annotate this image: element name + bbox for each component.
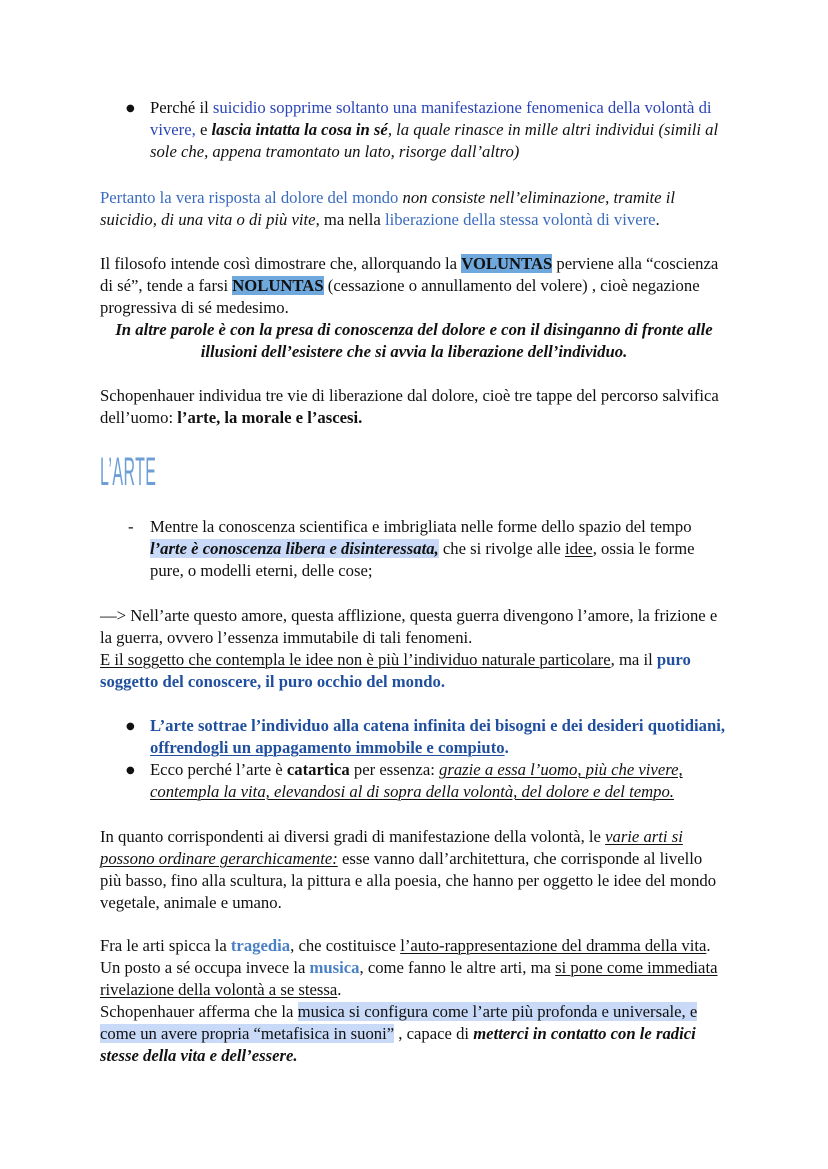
paragraph-essenza bbox=[100, 605, 717, 693]
paragraph-gerarchia bbox=[100, 826, 716, 914]
text-run: vegetale, animale e umano. bbox=[100, 893, 282, 912]
italic-underlined-text: contempla la vita, elevandosi al di sopra della volontà, del dolore e del tempo. bbox=[150, 782, 674, 801]
text-line bbox=[150, 538, 694, 560]
text-run: In quanto corrispondenti ai diversi gradi di manifestazione della volontà, le bbox=[100, 827, 606, 846]
text-run: Il filosofo intende così dimostrare che, allorquando la bbox=[100, 254, 462, 273]
italic-underlined-text: varie arti si bbox=[605, 827, 683, 846]
text-line bbox=[100, 385, 719, 407]
bold-blue-text: musica bbox=[309, 958, 360, 977]
bold-text: l’arte, la morale e l’ascesi. bbox=[177, 408, 363, 427]
text-line bbox=[150, 781, 725, 803]
italic-text: non consiste nell’eliminazione, tramite il bbox=[402, 188, 675, 207]
text-line bbox=[100, 870, 716, 892]
italic-underlined-text: possono ordinare gerarchicamente: bbox=[100, 849, 338, 868]
text-line bbox=[100, 407, 719, 429]
text-run: che si rivolge alle bbox=[438, 539, 565, 558]
bold-italic-text: metterci in contatto con le radici bbox=[473, 1024, 696, 1043]
text-line bbox=[100, 892, 716, 914]
blue-text: liberazione della stessa volontà di vivere bbox=[384, 210, 656, 229]
text-line bbox=[100, 627, 717, 649]
text-line bbox=[150, 141, 718, 163]
text-line bbox=[100, 826, 716, 848]
highlight-noluntas: NOLUNTAS bbox=[232, 276, 324, 295]
highlight-musica: musica si configura come l’arte più profonda e universale, e bbox=[297, 1002, 698, 1021]
text-line bbox=[150, 560, 694, 582]
text-run: Schopenhauer afferma che la bbox=[100, 1002, 298, 1021]
text-run: per essenza: bbox=[349, 760, 440, 779]
text-run: dell’uomo: bbox=[100, 408, 178, 427]
text-run: la guerra, ovvero l’essenza immutabile di tali fenomeni. bbox=[100, 628, 473, 647]
text-run: Fra le arti spicca la bbox=[100, 936, 231, 955]
text-run: , capace di bbox=[394, 1024, 474, 1043]
text-line bbox=[100, 319, 728, 341]
text-line bbox=[150, 715, 725, 737]
underlined-text: E il soggetto che contempla le idee non è più l’individuo naturale particolare bbox=[100, 650, 611, 669]
text-run: . bbox=[706, 936, 711, 955]
text-line bbox=[100, 935, 717, 957]
bold-blue-underlined-text: offrendogli un appagamento immobile e compiuto bbox=[150, 738, 505, 757]
text-line bbox=[150, 97, 718, 119]
dash-marker: - bbox=[128, 517, 134, 536]
highlight-voluntas: VOLUNTAS bbox=[461, 254, 553, 273]
text-run: più basso, fino alla scultura, la pittura e alla poesia, che hanno per oggetto le idee del mondo bbox=[100, 871, 717, 890]
italic-text: suicidio, di una vita o di più vite bbox=[100, 210, 316, 229]
text-line bbox=[100, 649, 717, 671]
text-run: , ma il bbox=[610, 650, 657, 669]
blue-text: vivere, bbox=[150, 120, 196, 139]
text-run: di sé”, tende a farsi bbox=[100, 276, 233, 295]
text-run: , come fanno le altre arti, ma bbox=[359, 958, 556, 977]
dash-item-conoscenza bbox=[128, 516, 695, 582]
text-line bbox=[100, 1023, 717, 1045]
section-heading-arte bbox=[100, 449, 241, 495]
paragraph-risposta bbox=[100, 187, 675, 231]
bold-italic-text: In altre parole è con la presa di conoscenza del dolore e con il disinganno di fronte alle bbox=[115, 320, 713, 339]
text-line bbox=[100, 957, 717, 979]
text-run: Perché il bbox=[150, 98, 213, 117]
text-line bbox=[100, 275, 718, 297]
bullet-item-catartica bbox=[126, 759, 725, 803]
text-line bbox=[100, 605, 717, 627]
text-run: Schopenhauer individua tre vie di liberazione dal dolore, cioè tre tappe del percorso salvifica bbox=[100, 386, 719, 405]
text-run: , ossia le forme bbox=[592, 539, 695, 558]
text-line bbox=[100, 209, 675, 231]
text-line bbox=[100, 848, 716, 870]
text-run: progressiva di sé medesimo. bbox=[100, 298, 289, 317]
bullet-list-arte bbox=[126, 715, 725, 803]
heading-text: L’ARTE bbox=[100, 450, 157, 494]
text-run: , ma nella bbox=[315, 210, 385, 229]
text-line bbox=[100, 187, 675, 209]
highlight-metafisica: come un avere propria “metafisica in suoni” bbox=[100, 1024, 395, 1043]
text-run: . bbox=[655, 210, 660, 229]
text-run: e bbox=[195, 120, 212, 139]
text-run: Ecco perché l’arte è bbox=[150, 760, 287, 779]
bullet-item-suicidio bbox=[126, 97, 719, 163]
italic-text: , la quale rinasce in mille altri individui (simili al bbox=[387, 120, 719, 139]
paragraph-tragedia-musica bbox=[100, 935, 717, 1067]
bold-text: catartica bbox=[286, 760, 350, 779]
text-run: Mentre la conoscenza scientifica e imbrigliata nelle forme dello spazio del tempo bbox=[150, 517, 692, 536]
text-run: perviene alla “coscienza bbox=[552, 254, 719, 273]
bullet-marker: ● bbox=[126, 765, 135, 776]
text-run: (cessazione o annullamento del volere) , cioè negazione bbox=[323, 276, 700, 295]
bold-italic-text: illusioni dell’esistere che si avvia la liberazione dell’individuo. bbox=[200, 342, 628, 361]
underlined-text: si pone come immediata bbox=[555, 958, 718, 977]
bold-blue-text: puro bbox=[656, 650, 691, 669]
text-run: Un posto a sé occupa invece la bbox=[100, 958, 310, 977]
bold-blue-text: . bbox=[504, 738, 509, 757]
text-line bbox=[100, 1045, 717, 1067]
underlined-text: l’auto-rappresentazione del dramma della vita bbox=[400, 936, 707, 955]
text-line bbox=[150, 516, 694, 538]
bullet-marker: ● bbox=[126, 103, 135, 114]
text-line bbox=[100, 341, 728, 363]
bold-blue-text: L’arte sottrae l’individuo alla catena infinita dei bisogni e dei desideri quotidiani, bbox=[150, 716, 725, 735]
blue-text: suicidio sopprime soltanto una manifestazione fenomenica della volontà di bbox=[212, 98, 712, 117]
text-line bbox=[100, 671, 717, 693]
summary-quote bbox=[100, 319, 728, 363]
text-run: pure, o modelli eterni, delle cose; bbox=[150, 561, 373, 580]
text-run: . bbox=[337, 980, 342, 999]
text-run: esse vanno dall’architettura, che corrisponde al livello bbox=[337, 849, 703, 868]
blue-text: Pertanto la vera risposta al dolore del mondo bbox=[100, 188, 399, 207]
text-line bbox=[100, 1001, 717, 1023]
bold-italic-text: lascia intatta la cosa in sé bbox=[211, 120, 388, 139]
text-line bbox=[150, 759, 725, 781]
bullet-item-catena bbox=[126, 715, 725, 759]
underlined-text: idee bbox=[564, 539, 593, 558]
highlight-arte-conoscenza: l’arte è conoscenza libera e disinteressata, bbox=[150, 539, 439, 558]
bold-blue-text: tragedia bbox=[230, 936, 291, 955]
text-run: , che costituisce bbox=[290, 936, 401, 955]
italic-underlined-text: grazie a essa l’uomo, più che vivere, bbox=[439, 760, 683, 779]
underlined-text: rivelazione della volontà a se stessa bbox=[100, 980, 338, 999]
paragraph-tre-vie bbox=[100, 385, 719, 429]
text-line bbox=[100, 253, 718, 275]
text-run: —> Nell’arte questo amore, questa afflizione, questa guerra divengono l’amore, la frizione e bbox=[100, 606, 718, 625]
text-line bbox=[100, 297, 718, 319]
italic-text: sole che, appena tramontato un lato, risorge dall’altro) bbox=[150, 142, 520, 161]
bold-italic-text: stesse della vita e dell’essere. bbox=[100, 1046, 298, 1065]
paragraph-voluntas bbox=[100, 253, 718, 319]
text-line bbox=[150, 119, 718, 141]
text-line bbox=[150, 737, 725, 759]
bold-blue-text: soggetto del conoscere, il puro occhio del mondo. bbox=[100, 672, 445, 691]
text-line bbox=[100, 979, 717, 1001]
bullet-marker: ● bbox=[126, 721, 135, 732]
